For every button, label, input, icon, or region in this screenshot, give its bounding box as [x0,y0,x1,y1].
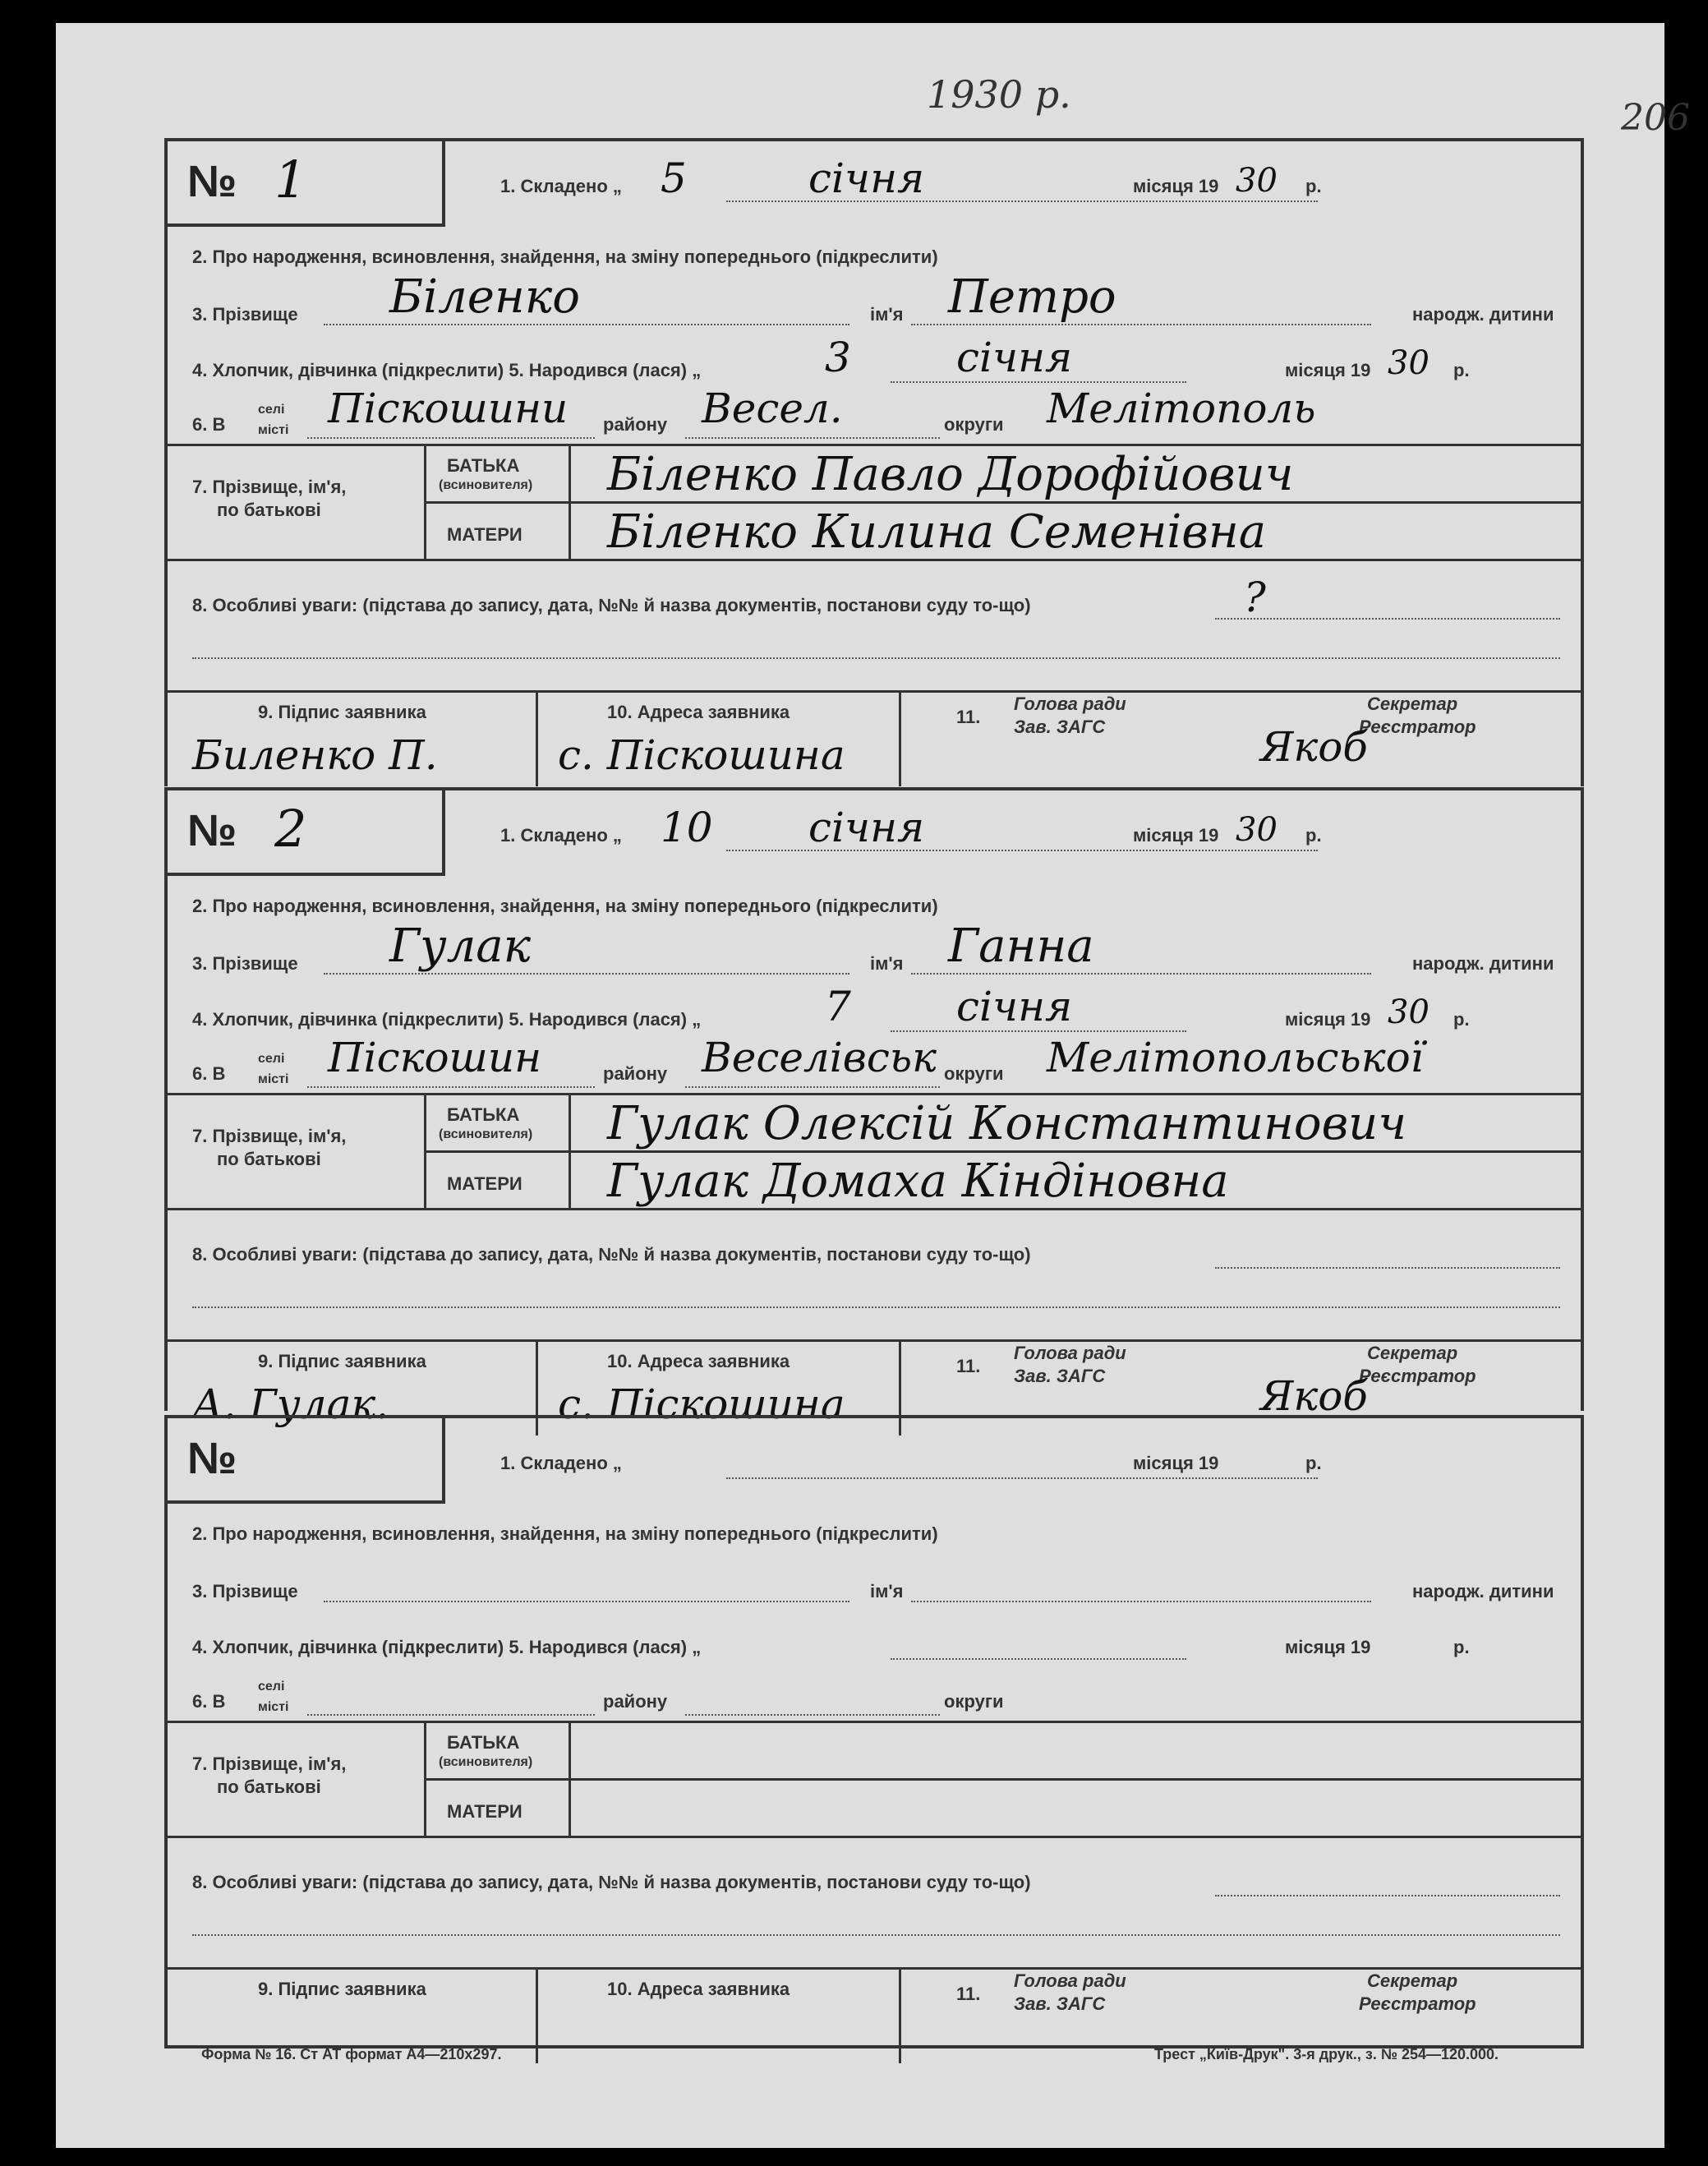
n11-label: 11. [956,707,981,727]
number-sign: № [187,1434,237,1483]
page-number: 206 [1621,97,1690,139]
name-value: Ганна [948,919,1094,973]
father-value: Біленко Павло Дорофійович [607,448,1294,501]
head-label: Голова ради [1014,1970,1126,1991]
zags-label: Зав. ЗАГС [1014,1993,1106,2014]
sex-label: 4. Хлопчик, дівчинка (підкреслити) 5. Народився (лася) „ [192,1009,702,1030]
birth-month: січня [956,983,1073,1030]
okruga-value: Мелітополь [1047,385,1316,432]
father-label: БАТЬКА [447,1732,520,1753]
child-label: народж. дитини [1412,304,1554,325]
compiled-label: 1. Складено „ [500,825,622,846]
birth-year: 30 [1388,344,1429,382]
birth-month-label: місяця 19 [1285,1637,1371,1657]
form-footer-left: Форма № 16. Ст АТ формат А4—210х297. [201,2046,502,2062]
secretary-label: Секретар [1367,1970,1458,1991]
place-label: 6. В [192,1691,226,1712]
mother-value: Гулак Домаха Кіндіновна [607,1154,1229,1208]
parents-label-2: по батькові [217,1149,321,1169]
village-label: селі [258,1680,285,1694]
birth-year-suffix: р. [1453,1637,1470,1657]
sig-applicant-label: 9. Підпис заявника [258,1351,426,1371]
remarks-value: ? [1244,574,1266,621]
child-label: народж. дитини [1412,1581,1554,1601]
okruga-value: Мелітопольської [1047,1034,1424,1081]
parents-label-2: по батькові [217,1777,321,1797]
year-suffix: р. [1305,1453,1322,1473]
applicant-signature: А. Гулак. [192,1380,389,1428]
secretary-label: Секретар [1367,694,1458,714]
about-label: 2. Про народження, всиновлення, знайдення, на зміну попереднього (підкреслити) [192,1523,938,1544]
compiled-year: 30 [1236,162,1278,200]
year-suffix: р. [1305,825,1322,846]
town-label: місті [258,1700,289,1714]
village-value: Піскошин [328,1034,542,1081]
sex-label: 4. Хлопчик, дівчинка (підкреслити) 5. Народився (лася) „ [192,360,702,380]
number-sign: № [187,157,237,206]
applicant-address: с. Піскошина [558,731,845,779]
parents-label: 7. Прізвище, ім'я, [192,1754,347,1774]
zags-label: Зав. ЗАГС [1014,1366,1106,1386]
district-label: району [603,414,668,435]
month-label: місяця 19 [1133,825,1219,846]
n11-label: 11. [956,1356,981,1376]
mother-label: МАТЕРИ [447,1801,523,1822]
applicant-signature: Биленко П. [192,731,438,779]
father-sub-label: (всиновителя) [439,1755,533,1769]
remarks-label: 8. Особливі уваги: (підстава до запису, дата, №№ й назва документів, постанови суду то-що) [192,1244,1031,1265]
birth-record [164,138,1584,786]
registrar-signature: Якоб [1260,723,1368,771]
parents-label: 7. Прізвище, ім'я, [192,477,347,497]
parents-label-2: по батькові [217,500,321,520]
month-label: місяця 19 [1133,176,1219,196]
village-label: селі [258,403,285,417]
registrar-label: Реєстратор [1359,1366,1476,1386]
village-value: Піскошини [328,385,569,432]
about-label: 2. Про народження, всиновлення, знайдення, на зміну попереднього (підкреслити) [192,896,938,916]
surname-value: Гулак [389,919,532,973]
father-sub-label: (всиновителя) [439,478,533,492]
compiled-month: січня [808,804,925,851]
birth-record [164,1415,1584,2048]
secretary-label: Секретар [1367,1343,1458,1363]
number-sign: № [187,806,237,855]
remarks-label: 8. Особливі уваги: (підстава до запису, дата, №№ й назва документів, постанови суду то-що) [192,595,1031,615]
zags-label: Зав. ЗАГС [1014,717,1106,737]
record-number-box [168,141,445,227]
village-label: селі [258,1052,285,1066]
addr-applicant-label: 10. Адреса заявника [607,1979,790,1999]
place-label: 6. В [192,414,226,435]
name-label: ім'я [870,953,904,974]
mother-label: МАТЕРИ [447,524,523,545]
compiled-label: 1. Складено „ [500,176,622,196]
record-number: 1 [274,150,307,210]
sig-applicant-label: 9. Підпис заявника [258,702,426,722]
sex-label: 4. Хлопчик, дівчинка (підкреслити) 5. Народився (лася) „ [192,1637,702,1657]
n11-label: 11. [956,1984,981,2004]
head-label: Голова ради [1014,694,1126,714]
mother-label: МАТЕРИ [447,1173,523,1194]
compiled-day: 10 [661,804,713,851]
record-number-box [168,790,445,876]
district-label: району [603,1063,668,1084]
child-label: народж. дитини [1412,953,1554,974]
birth-day: 7 [825,983,851,1030]
name-label: ім'я [870,1581,904,1601]
father-sub-label: (всиновителя) [439,1127,533,1141]
addr-applicant-label: 10. Адреса заявника [607,702,790,722]
surname-label: 3. Прізвище [192,304,298,325]
father-label: БАТЬКА [447,455,520,476]
sig-applicant-label: 9. Підпис заявника [258,1979,426,1999]
birth-month-label: місяця 19 [1285,1009,1371,1030]
okruga-label: округи [944,1691,1004,1712]
birth-record [164,787,1584,1428]
compiled-year: 30 [1236,811,1278,849]
district-label: району [603,1691,668,1712]
town-label: місті [258,423,289,437]
birth-year: 30 [1388,993,1429,1031]
district-value: Весел. [702,385,843,432]
registrar-signature: Якоб [1260,1372,1368,1420]
registrar-label: Реєстратор [1359,1993,1476,2014]
applicant-address: с. Піскошина [558,1380,845,1428]
year-note: 1930 р. [927,72,1071,117]
surname-label: 3. Прізвище [192,953,298,974]
district-value: Веселівськ [702,1034,937,1081]
record-number-box [168,1418,445,1504]
registrar-label: Реєстратор [1359,717,1476,737]
birth-month-label: місяця 19 [1285,360,1371,380]
year-suffix: р. [1305,176,1322,196]
name-value: Петро [948,270,1116,324]
parents-label: 7. Прізвище, ім'я, [192,1126,347,1146]
okruga-label: округи [944,1063,1004,1084]
father-label: БАТЬКА [447,1104,520,1125]
father-value: Гулак Олексій Константинович [607,1097,1407,1150]
about-label: 2. Про народження, всиновлення, знайдення, на зміну попереднього (підкреслити) [192,247,938,267]
birth-year-suffix: р. [1453,1009,1470,1030]
okruga-label: округи [944,414,1004,435]
mother-value: Біленко Килина Семенівна [607,505,1267,559]
month-label: місяця 19 [1133,1453,1219,1473]
surname-label: 3. Прізвище [192,1581,298,1601]
compiled-day: 5 [661,154,687,202]
birth-year-suffix: р. [1453,360,1470,380]
place-label: 6. В [192,1063,226,1084]
surname-value: Біленко [389,270,580,324]
name-label: ім'я [870,304,904,325]
compiled-label: 1. Складено „ [500,1453,622,1473]
town-label: місті [258,1072,289,1086]
compiled-month: січня [808,154,925,202]
record-number: 2 [274,799,307,859]
birth-day: 3 [825,334,851,381]
birth-month: січня [956,334,1073,381]
addr-applicant-label: 10. Адреса заявника [607,1351,790,1371]
head-label: Голова ради [1014,1343,1126,1363]
form-footer-right: Трест „Київ-Друк". 3-я друк., з. № 254—120.000. [1154,2046,1499,2062]
remarks-label: 8. Особливі уваги: (підстава до запису, дата, №№ й назва документів, постанови суду то-що) [192,1872,1031,1892]
